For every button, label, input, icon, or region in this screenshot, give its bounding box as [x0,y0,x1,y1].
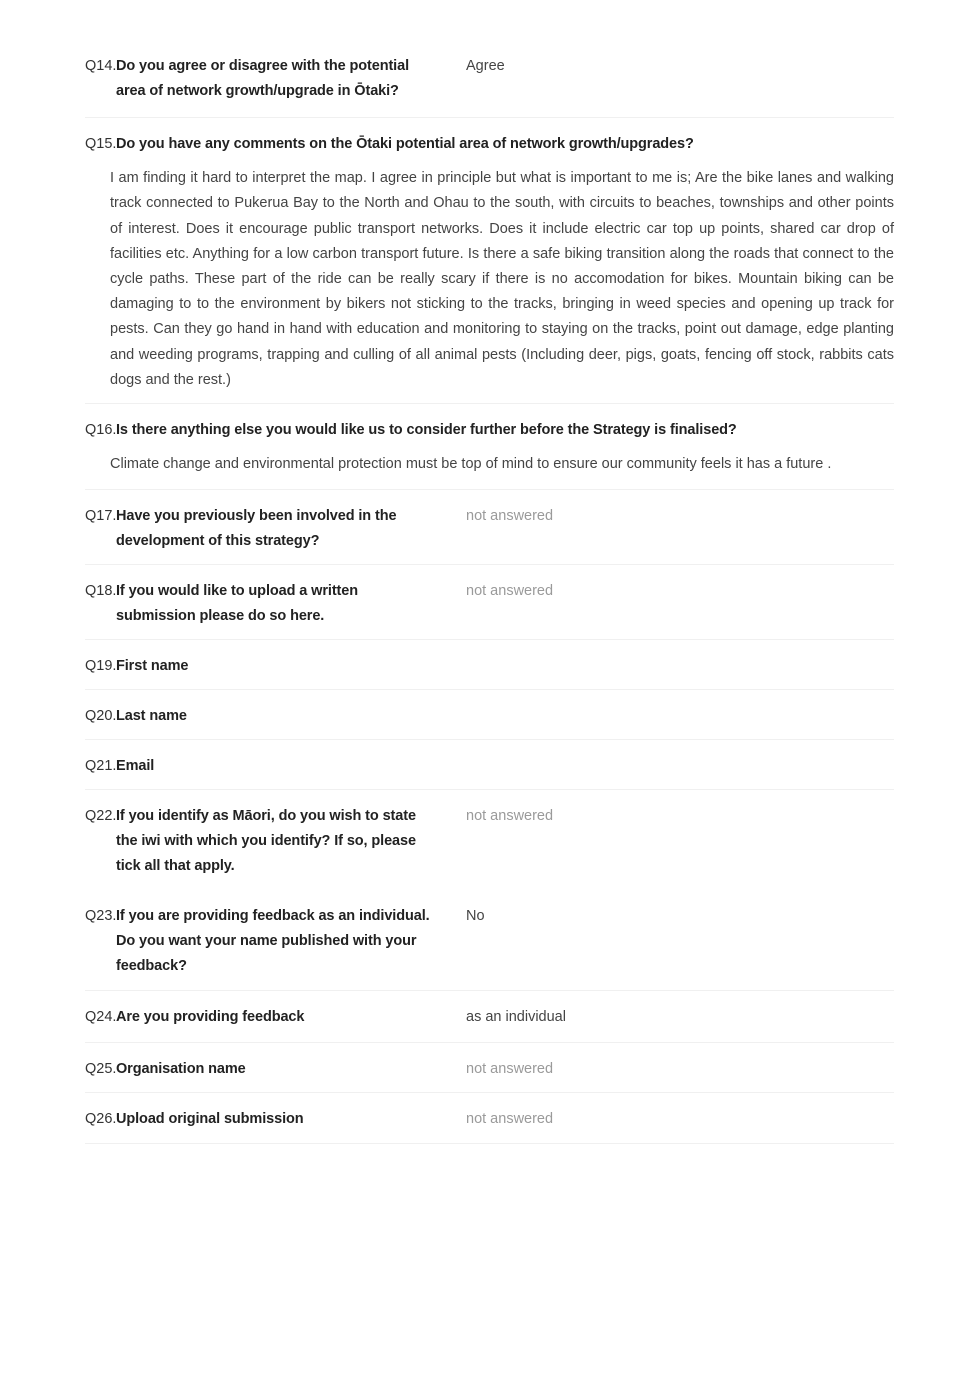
question-text: First name [116,658,189,674]
question-row [85,118,894,404]
question-answer: Climate change and environmental protection must be top of mind to ensure our community feels it has a future . [110,456,832,473]
question-number: Q26. [85,1111,117,1127]
question-text: Do you have any comments on the Ōtaki potential area of network growth/upgrades? [116,136,694,152]
question-answer: No [466,908,485,924]
question-text: Have you previously been involved in the development of this strategy? [116,508,397,550]
question-number: Q25. [85,1061,117,1077]
question-number: Q17. [85,508,117,524]
question-number: Q20. [85,708,117,724]
question-text: Do you agree or disagree with the potential area of network growth/upgrade in Ōtaki? [116,58,409,100]
question-row [85,1093,894,1144]
question-row [85,490,894,565]
question-number: Q21. [85,758,117,774]
question-answer: not answered [466,808,554,824]
question-answer: as an individual [466,1009,566,1025]
question-row [85,54,894,118]
question-text: Is there anything else you would like us to consider further before the Strategy is finalised? [116,422,737,438]
question-text: If you identify as Māori, do you wish to state the iwi with which you identify? If so, please tick all that apply. [116,808,416,875]
question-number: Q22. [85,808,117,824]
question-row [85,740,894,790]
question-row [85,640,894,690]
question-answer: Agree [466,58,505,74]
question-number: Q15. [85,136,117,152]
question-answer: I am finding it hard to interpret the map. I agree in principle but what is important to me is; Are the bike lanes and walking track connected to Pukerua Bay to the North and Ohau to the south, with circuits to beaches, townships and other points of interest. Does it encourage public transport networks. Does it include electric car top up points, shared car drop of facilities etc. Anything for a low carbon transport future. Is there a safe biking transition along the roads that connect to the cycle paths. These part of the ride can be really scary if there is no accomodation for bikes. Mountain biking can be damaging to to the environment by bikers not sticking to the tracks, bringing in weed species and opening up track for pests. Can they go hand in hand with education and monitoring to staying on the tracks, point out damage, edge planting and weeding programs, trapping and culling of all animal pests (Including deer, pigs, goats, fencing off stock, rabbits cats dogs and the rest.) [110,170,894,388]
question-text: Are you providing feedback [116,1009,305,1025]
question-number: Q14. [85,58,117,74]
question-row [85,690,894,740]
question-row [85,790,894,890]
question-answer: not answered [466,508,554,524]
question-answer: not answered [466,583,554,599]
question-row [85,890,894,991]
question-number: Q16. [85,422,117,438]
question-row [85,404,894,490]
question-row [85,1043,894,1093]
question-number: Q18. [85,583,117,599]
question-text: Upload original submission [116,1111,304,1127]
question-text: Organisation name [116,1061,246,1077]
question-number: Q19. [85,658,117,674]
question-number: Q24. [85,1009,117,1025]
question-answer: not answered [466,1061,554,1077]
question-text: If you would like to upload a written submission please do so here. [116,583,359,625]
question-text: If you are providing feedback as an individual. Do you want your name published with your feedback? [116,908,430,975]
question-answer: not answered [466,1111,554,1127]
question-number: Q23. [85,908,117,924]
question-text: Last name [116,708,187,724]
question-text: Email [116,758,155,774]
question-row [85,565,894,640]
question-row [85,991,894,1043]
